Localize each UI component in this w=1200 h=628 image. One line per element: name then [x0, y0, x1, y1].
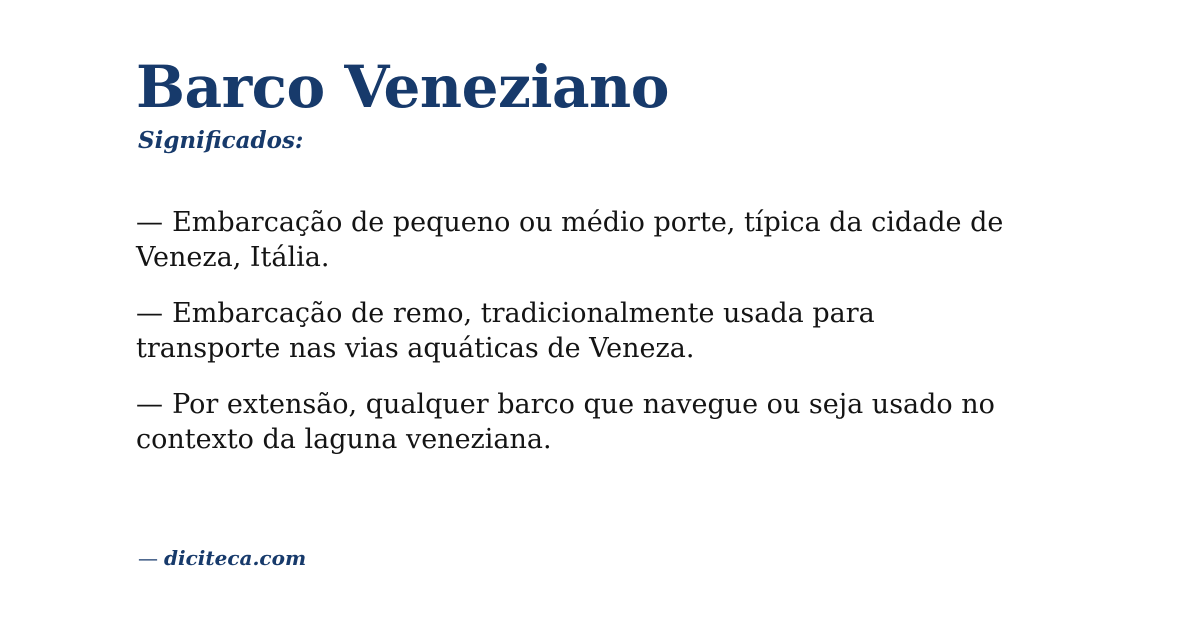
em-dash: —: [136, 298, 164, 330]
sense-text: Por extensão, qualquer barco que navegue ou seja usado no contexto da laguna veneziana.: [136, 389, 995, 455]
em-dash: —: [136, 207, 164, 239]
em-dash: —: [136, 389, 164, 421]
section-label: Significados:: [138, 126, 304, 154]
sense-text: Embarcação de remo, tradicionalmente usada para transporte nas vias aquáticas de Veneza.: [136, 298, 875, 364]
en-dash: —: [138, 546, 158, 570]
page-title: Barco Veneziano: [136, 53, 669, 121]
list-item: [136, 206, 1016, 275]
list-item: [136, 388, 1016, 457]
source-attribution: [138, 546, 306, 570]
senses-list: [136, 206, 1064, 457]
sense-text: Embarcação de pequeno ou médio porte, típica da cidade de Veneza, Itália.: [136, 207, 1004, 273]
list-item: [136, 297, 1016, 366]
source-name: diciteca.com: [164, 546, 307, 570]
